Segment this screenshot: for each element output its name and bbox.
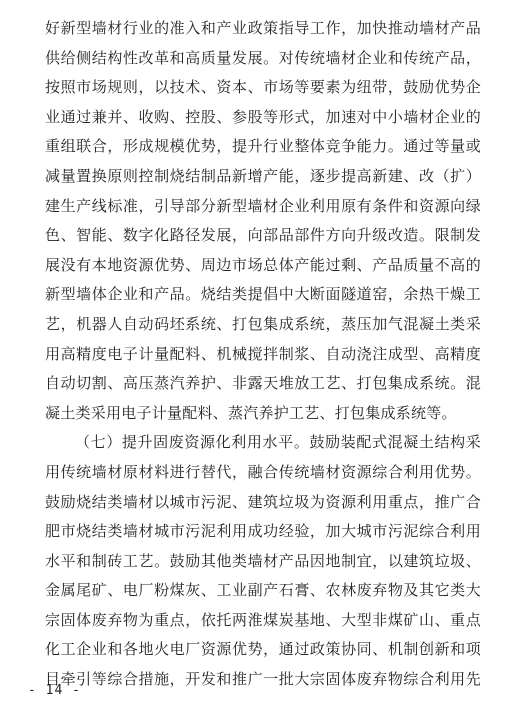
body-text [45,14,481,695]
text-line: 色、智能、数字化路径发展，向部品部件方向升级改造。限制发 [45,226,481,245]
text-line: 艺，机器人自动码坯系统、打包集成系统，蒸压加气混凝土类采 [45,314,481,333]
page-number: - 14 - [28,683,81,698]
text-line: 自动切割、高压蒸汽养护、非露天堆放工艺、打包集成系统。混 [45,374,481,393]
text-line: 宗固体废弃物为重点，依托两淮煤炭基地、大型非煤矿山、重点 [45,610,481,629]
text-line: 好新型墙材行业的准入和产业政策指导工作，加快推动墙材产品 [45,19,481,37]
section-heading-line: （七）提升固废资源化利用水平。鼓励装配式混凝土结构采 [75,433,481,452]
text-line: 肥市烧结类墙材城市污泥利用成功经验，加大城市污泥综合利用 [45,522,481,541]
text-line: 建生产线标准，引导部分新型墙材企业利用原有条件和资源向绿 [45,196,481,215]
text-line: 用高精度电子计量配料、机械搅拌制浆、自动浇注成型、高精度 [45,344,481,363]
text-line: 按照市场规则，以技术、资本、市场等要素为纽带，鼓励优势企 [45,78,481,97]
text-line: 水平和制砖工艺。鼓励其他类墙材产品因地制宜，以建筑垃圾、 [45,551,481,570]
text-line: 用传统墙材原材料进行替代，融合传统墙材资源综合利用优势。 [45,462,481,481]
text-line: 凝土类采用电子计量配料、蒸汽养护工艺、打包集成系统等。 [45,403,457,422]
text-line: 业通过兼并、收购、控股、参股等形式，加速对中小墙材企业的 [45,107,481,126]
text-line: 目牵引等综合措施，开发和推广一批大宗固体废弃物综合利用先 [45,670,481,689]
text-line: 新型墙体企业和产品。烧结类提倡中大断面隧道窑，余热干燥工 [45,285,481,304]
text-line: 展没有本地资源优势、周边市场总体产能过剩、产品质量不高的 [45,255,481,274]
text-line: 化工企业和各地火电厂资源优势，通过政策协同、机制创新和项 [45,640,481,659]
text-line: 减量置换原则控制烧结制品新增产能，逐步提高新建、改（扩） [45,166,481,185]
text-line: 重组联合，形成规模优势，提升行业整体竞争能力。通过等量或 [45,137,481,156]
text-line: 金属尾矿、电厂粉煤灰、工业副产石膏、农林废弃物及其它类大 [45,581,481,600]
text-line: 鼓励烧结类墙材以城市污泥、建筑垃圾为资源利用重点，推广合 [45,492,481,511]
text-line: 供给侧结构性改革和高质量发展。对传统墙材企业和传统产品， [45,48,481,67]
